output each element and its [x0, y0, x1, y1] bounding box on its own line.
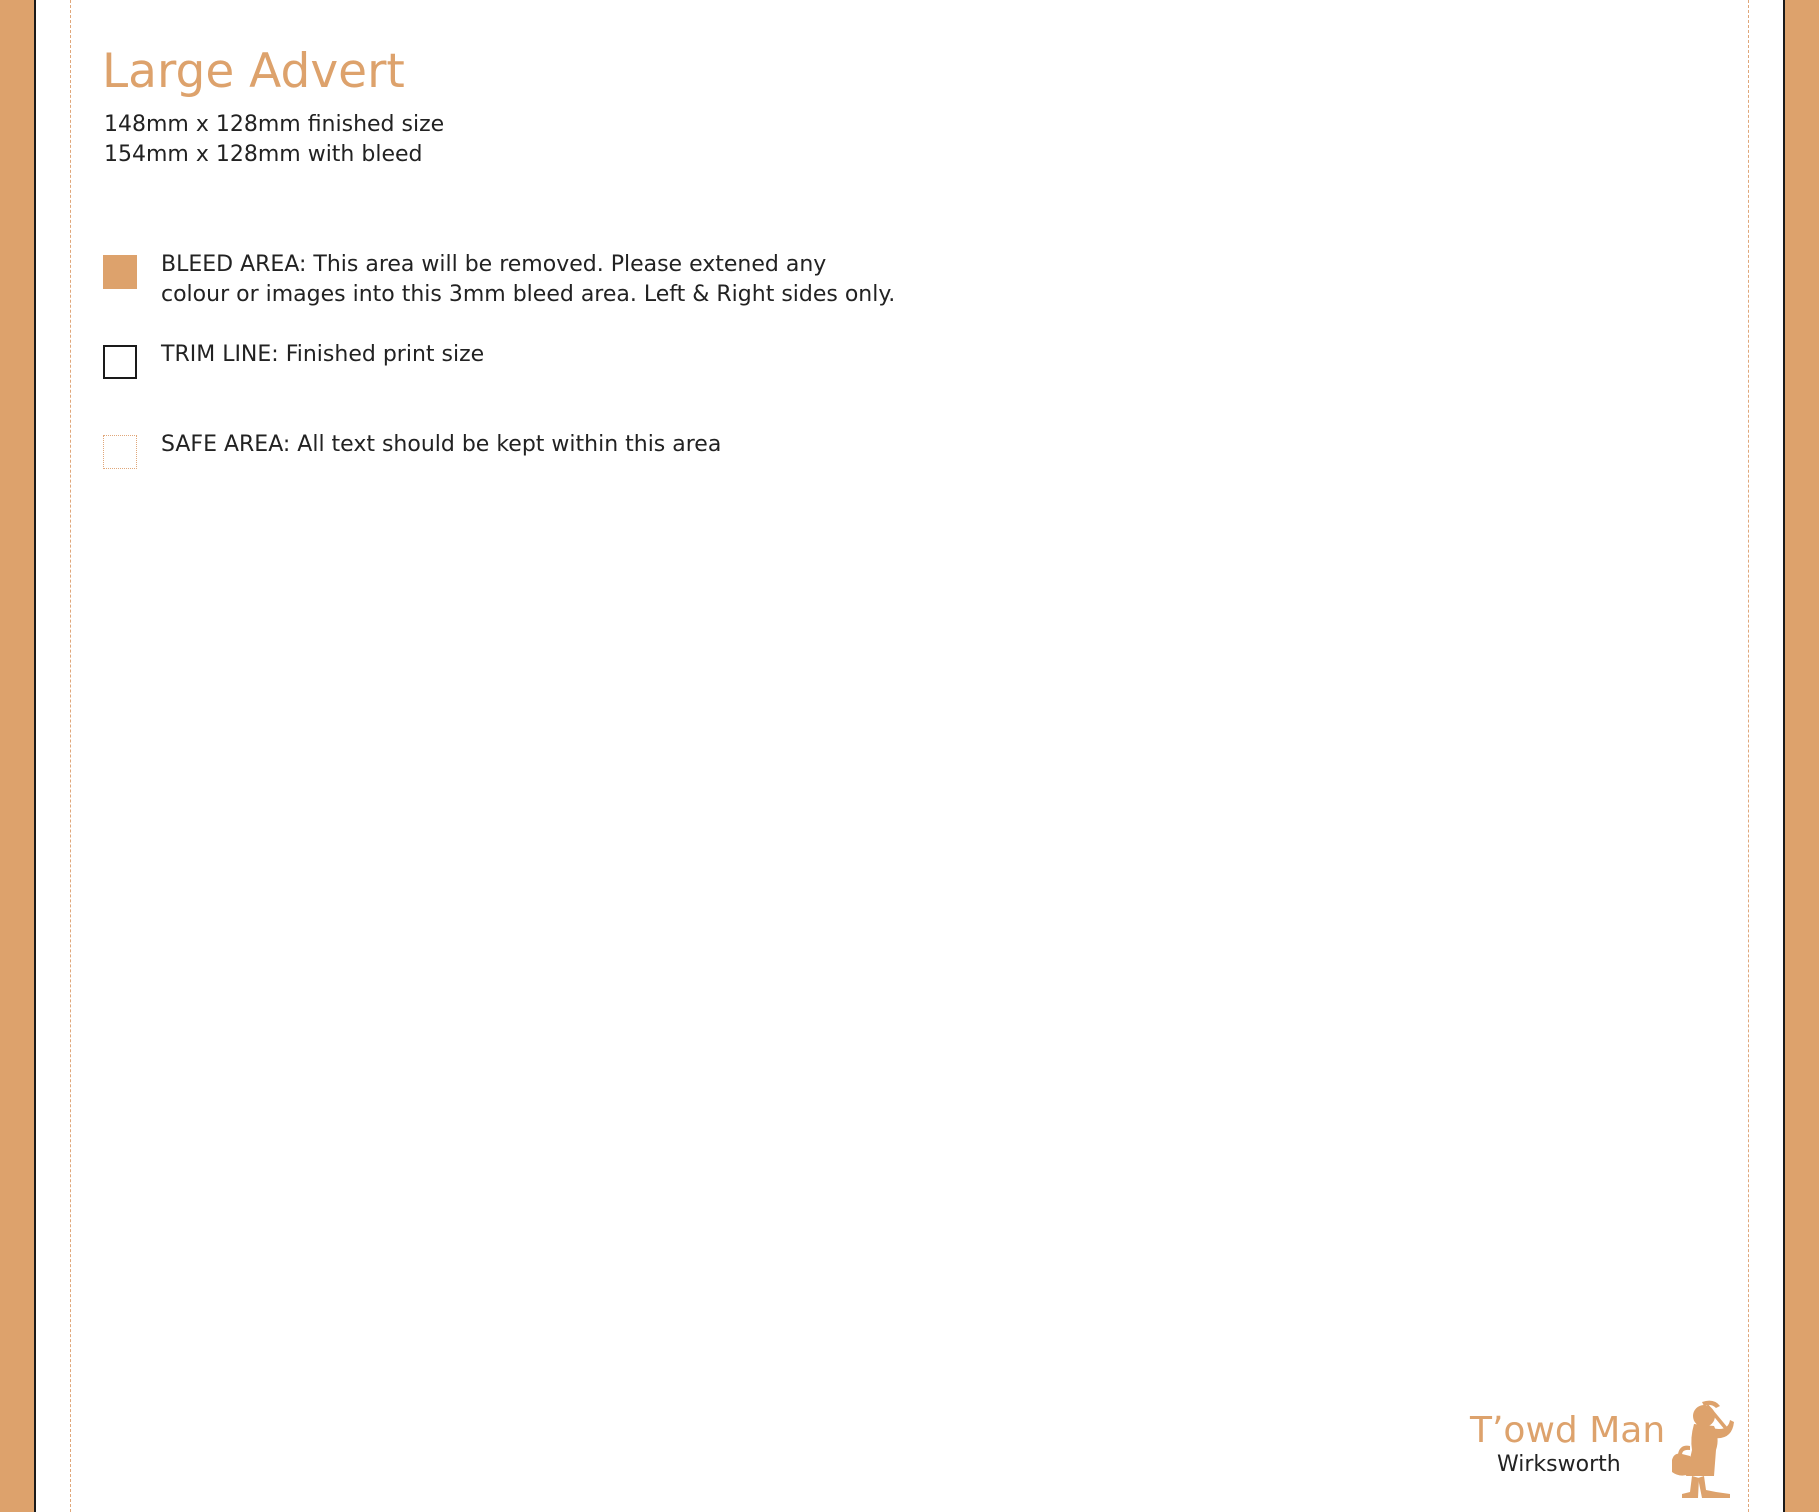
brand-name: T’owd Man: [1470, 1410, 1666, 1451]
trim-line-left: [34, 0, 36, 1512]
bleed-area-left: [0, 0, 34, 1512]
trim-line-swatch: [103, 345, 137, 379]
bleed-area-description: [161, 250, 895, 310]
trim-line-right: [1783, 0, 1785, 1512]
bleed-size-text: 154mm x 128mm with bleed: [104, 142, 423, 167]
brand-logo: [1440, 1410, 1740, 1505]
miner-figure-icon: [1668, 1398, 1740, 1498]
bleed-area-line-1: BLEED AREA: This area will be removed. Please extened any: [161, 252, 827, 277]
trim-line-description: TRIM LINE: Finished print size: [161, 342, 485, 367]
bleed-area-line-2: colour or images into this 3mm bleed area. Left & Right sides only.: [161, 282, 896, 307]
safe-area-description: SAFE AREA: All text should be kept within this area: [161, 432, 722, 457]
bleed-area-swatch: [103, 255, 137, 289]
brand-place: Wirksworth: [1497, 1452, 1621, 1477]
finished-size-text: 148mm x 128mm finished size: [104, 112, 445, 137]
bleed-area-right: [1785, 0, 1819, 1512]
safe-line-left: [70, 0, 71, 1512]
safe-area-swatch: [103, 435, 137, 469]
page-title: Large Advert: [102, 44, 405, 99]
safe-line-right: [1748, 0, 1749, 1512]
